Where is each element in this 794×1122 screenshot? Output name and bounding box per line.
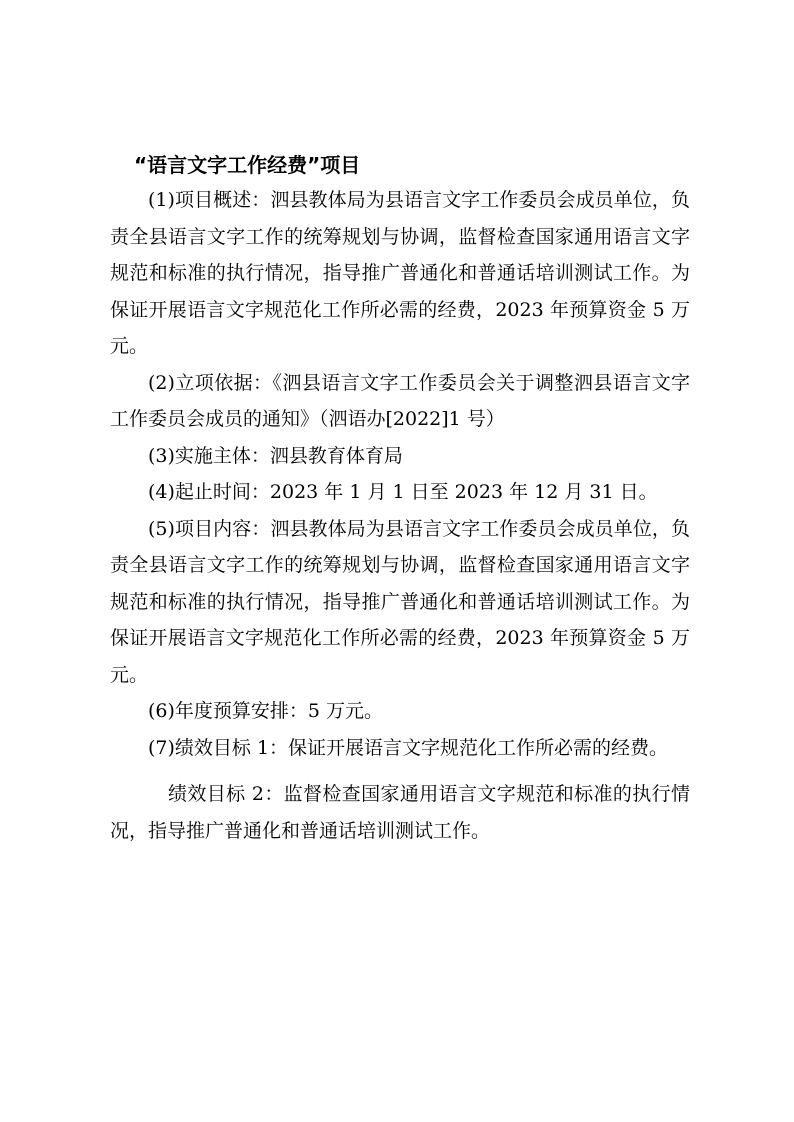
paragraph-implementing-entity: (3)实施主体：泗县教育体育局 — [148, 444, 403, 467]
paragraph-performance-target-1: (7)绩效目标 1：保证开展语言文字规范化工作所必需的经费。 — [148, 736, 669, 759]
document-title: “语言文字工作经费”项目 — [134, 153, 361, 177]
paragraph-performance-target-2: 绩效目标 2：监督检查国家通用语言文字规范和标准的执行情况，指导推广普通化和普通话培训测试工作。 — [110, 783, 690, 842]
paragraph-project-basis: (2)立项依据：《泗县语言文字工作委员会关于调整泗县语言文字工作委员会成员的通知》（泗语办[2022]1 号） — [110, 371, 690, 430]
document-body — [110, 182, 690, 849]
paragraph-time-period: (4)起止时间：2023 年 1 月 1 日至 2023 年 12 月 31 日。 — [148, 481, 658, 503]
paragraph-annual-budget: (6)年度预算安排：5 万元。 — [148, 700, 384, 722]
paragraph-project-overview: (1)项目概述：泗县教体局为县语言文字工作委员会成员单位，负责全县语言文字工作的统筹规划与协调，监督检查国家通用语言文字规范和标准的执行情况，指导推广普通化和普通话培训测试工作。为保证开展语言文字规范化工作所必需的经费，2023 年预算资金 5 万元。 — [110, 189, 690, 357]
paragraph-project-content: (5)项目内容：泗县教体局为县语言文字工作委员会成员单位，负责全县语言文字工作的统筹规划与协调，监督检查国家通用语言文字规范和标准的执行情况，指导推广普通化和普通话培训测试工作。为保证开展语言文字规范化工作所必需的经费，2023 年预算资金 5 万元。 — [110, 517, 690, 686]
